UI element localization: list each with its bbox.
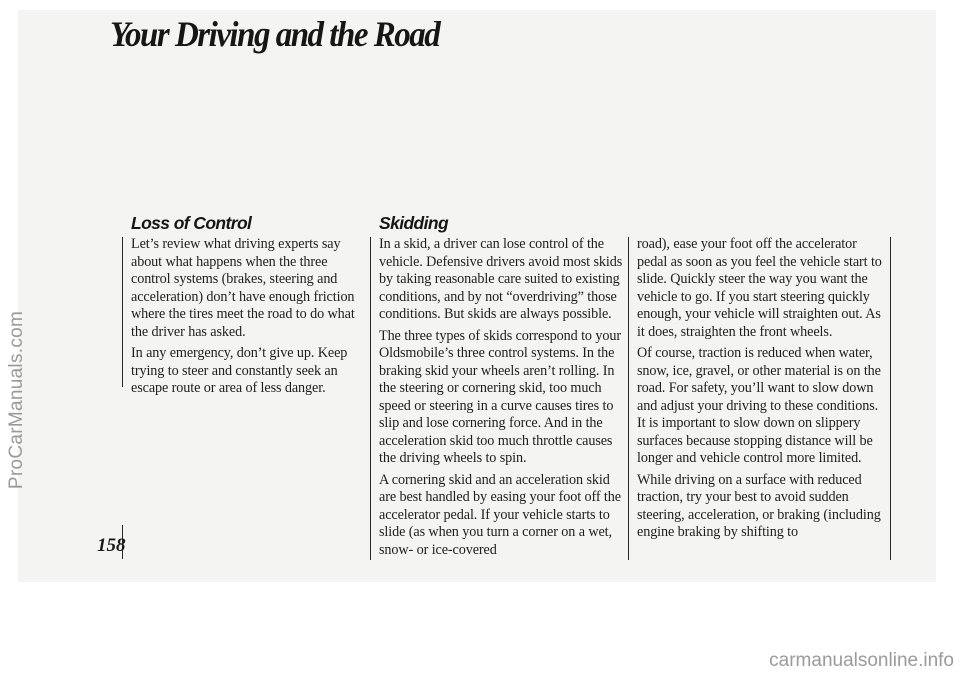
loss-of-control-heading: Loss of Control [131,213,252,233]
paragraph: In a skid, a driver can lose control of the vehicle. Defensive drivers avoid most skids by taking reasonable care suited to existing conditions, and by not “overdriving” those conditions. But skids are always possible. [379,236,623,322]
page-number: 158 [97,535,126,556]
column-3-rule [628,237,629,560]
side-watermark-text: ProCarManuals.com [6,310,27,490]
skidding-heading: Skidding [379,213,449,233]
paragraph: While driving on a surface with reduced traction, try your best to avoid sudden steering, acceleration, or braking (including engine braking by shifting to [637,471,881,540]
loss-of-control-text [131,236,367,402]
column-3-right-rule [890,237,891,560]
paragraph: A cornering skid and an acceleration skid are best handled by easing your foot off the accelerator pedal. If your vehicle starts to slide (as when you turn a corner on a wet, snow- or ice-covered [379,471,621,558]
side-watermark [2,205,32,595]
paragraph: The three types of skids correspond to your Oldsmobile’s three control systems. In the braking skid your wheels aren’t rolling. In the steering or cornering skid, too much speed or steering in a curve causes tires to slip and lose cornering force. And in the acceleration skid too much throttle causes the driving wheels to spin. [379,327,621,466]
paragraph: road), ease your foot off the accelerator pedal as soon as you feel the vehicle start to slide. Quickly steer the way you want the vehicle to go. If you start steering quickly enough, your vehicle will straighten out. As it does, straighten the front wheels. [637,236,882,340]
column-1-rule [122,237,123,387]
bottom-watermark: carmanualsonline.info [769,650,954,671]
paragraph: Of course, traction is reduced when water, snow, ice, gravel, or other material is on the road. For safety, you’ll want to slow down and adjust your driving to these conditions. It is important to slow down on slippery surfaces because stopping distance will be longer and vehicle control more limited. [637,345,881,466]
paragraph: In any emergency, don’t give up. Keep trying to steer and constantly seek an escape route or area of less danger. [131,345,348,396]
column-2-rule [370,237,371,560]
paragraph: Let’s review what driving experts say about what happens when the three control systems (brakes, steering and acceleration) don’t have enough friction where the tires meet the road to do what the driver has asked. [131,236,355,340]
skidding-continued-text [637,236,887,546]
skidding-text [379,236,625,563]
chapter-title: Your Driving and the Road [110,16,440,55]
